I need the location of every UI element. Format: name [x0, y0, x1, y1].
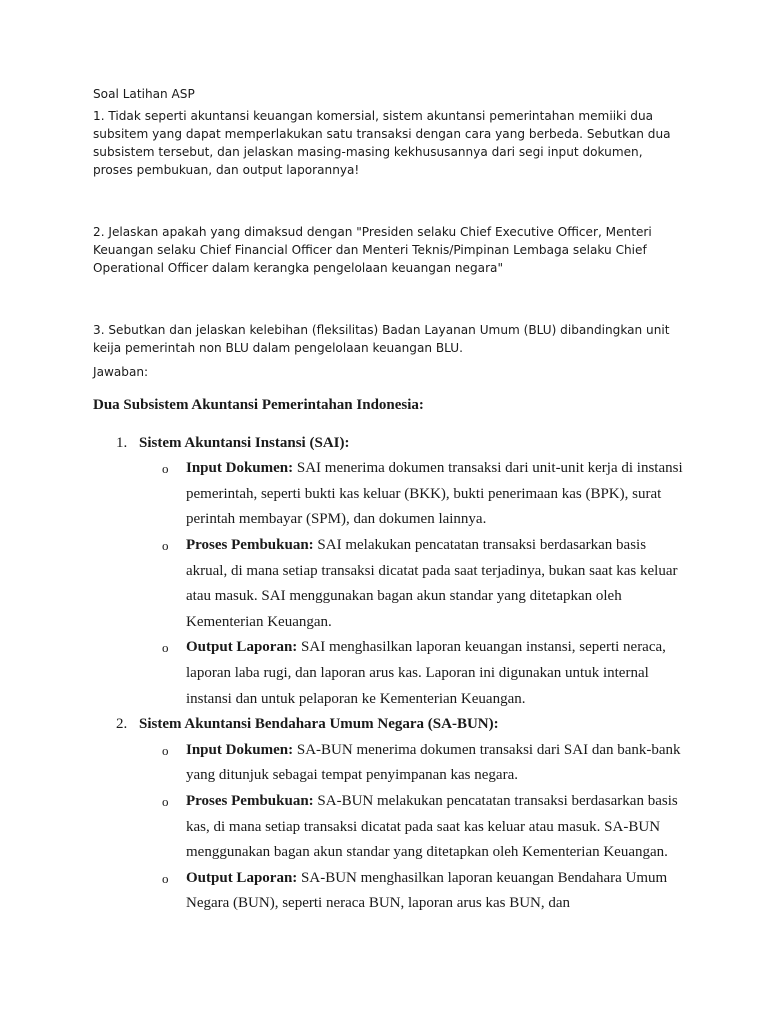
bullet-icon: o: [162, 461, 169, 477]
question-3: 3. Sebutkan dan jelaskan kelebihan (fleksilitas) Badan Layanan Umum (BLU) dibandingkan unit keija pemerintah non BLU dalam pengelolaan keuangan BLU.: [93, 323, 670, 355]
bullet-icon: o: [162, 640, 169, 656]
question-1: 1. Tidak seperti akuntansi keuangan komersial, sistem akuntansi pemerintahan memiiki dua subsitem yang dapat memperlakukan satu transaksi dengan cara yang berbeda. Sebutkan dua subsistem tersebut, dan jelaskan masing-masing kekhususannya dari segi input dokumen, proses pembukuan, dan output laporannya!: [93, 109, 671, 177]
detail-text: SAI melakukan pencatatan transaksi berdasarkan basis akrual, di mana setiap transaksi dicatat pada saat terjadinya, bukan saat kas keluar atau masuk. SAI menggunakan bagan akun standar yang ditetapkan oleh Kementerian Keuangan.: [186, 536, 678, 630]
detail-text: SAI menerima dokumen transaksi dari unit-unit kerja di instansi pemerintah, seperti bukti kas keluar (BKK), bukti penerimaan kas (BPK), surat perintah membayar (SPM), dan dokumen lainnya.: [186, 460, 683, 528]
list-number: 1.: [116, 434, 128, 451]
answer-heading: Dua Subsistem Akuntansi Pemerintahan Indonesia:: [93, 397, 424, 413]
list-number: 2.: [116, 716, 128, 733]
question-2: 2. Jelaskan apakah yang dimaksud dengan "Presiden selaku Chief Executive Officer, Menteri Keuangan selaku Chief Financial Officer dan Menteri Teknis/Pimpinan Lembaga selaku Chief Operational Officer dalam kerangka pengelolaan keuangan negara": [93, 225, 652, 275]
detail-text: SA-BUN melakukan pencatatan transaksi berdasarkan basis kas, di mana setiap transaksi dicatat pada saat kas keluar atau masuk. SA-BUN menggunakan bagan akun standar yang ditetapkan oleh Kementerian Keuangan.: [186, 792, 678, 861]
subsystem-sa-bun: [93, 712, 683, 917]
subsystem-sai: [93, 431, 683, 713]
detail-label: Proses Pembukuan:: [186, 536, 314, 553]
detail-output-laporan: [139, 866, 683, 917]
bullet-icon: o: [162, 793, 169, 809]
document-page: [93, 85, 683, 917]
detail-input-dokumen: [139, 738, 683, 789]
detail-proses-pembukuan: [139, 789, 683, 866]
bullet-icon: o: [162, 537, 169, 553]
detail-label: Input Dokumen:: [186, 741, 294, 758]
detail-output-laporan: [139, 635, 683, 712]
subsystem-details: [139, 456, 683, 712]
subsystem-title: Sistem Akuntansi Bendahara Umum Negara (SA-BUN):: [139, 716, 499, 733]
detail-input-dokumen: [139, 456, 683, 533]
detail-label: Output Laporan:: [186, 639, 298, 656]
detail-text: SA-BUN menghasilkan laporan keuangan Bendahara Umum Negara (BUN), seperti neraca BUN, laporan arus kas BUN, dan: [186, 869, 668, 912]
detail-text: SAI menghasilkan laporan keuangan instansi, seperti neraca, laporan laba rugi, dan laporan arus kas. Laporan ini digunakan untuk internal instansi dan untuk pelaporan ke Kementerian Keuangan.: [186, 639, 666, 707]
detail-label: Output Laporan:: [186, 869, 298, 886]
bullet-icon: o: [162, 742, 169, 758]
answer-label: Jawaban:: [93, 365, 149, 379]
subsystem-list: [93, 431, 683, 917]
bullet-icon: o: [162, 870, 169, 886]
subsystem-title: Sistem Akuntansi Instansi (SAI):: [139, 434, 350, 451]
document-title: Soal Latihan ASP: [93, 87, 195, 101]
detail-text: SA-BUN menerima dokumen transaksi dari SAI dan bank-bank yang ditunjuk sebagai tempat penyimpanan kas negara.: [186, 741, 681, 784]
detail-label: Proses Pembukuan:: [186, 792, 314, 809]
subsystem-details: [139, 738, 683, 917]
detail-label: Input Dokumen:: [186, 460, 294, 477]
detail-proses-pembukuan: [139, 533, 683, 635]
